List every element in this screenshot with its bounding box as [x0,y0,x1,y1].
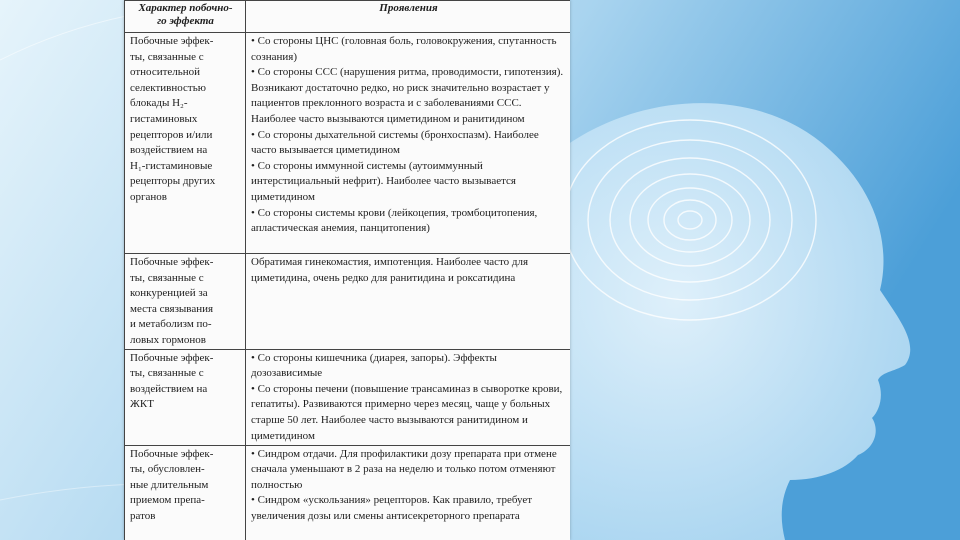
row-text: Обратимая гинекомастия, импотенция. Наиболее часто для циметидина, очень редко для ранитидина и роксатидина [251,256,529,284]
table-row [125,33,571,254]
list-item: • Со стороны ССС (нарушения ритма, проводимости, гипотензия). Возникают достаточно редко, но риск значительно возрастает у пациентов преклонного возраста и с заболеваниями ССС. Наиболее часто вызываются циметидином и ранитидином [251,65,566,127]
table-row [125,349,571,445]
table-row [125,254,571,350]
list-item: • Со стороны кишечника (диарея, запоры). Эффекты дозозависимые [251,351,566,382]
row-category: Побочные эффек- ты, связанные с воздействием на ЖКТ [125,349,246,445]
side-effects-table [124,0,570,540]
row-manifestations [246,445,571,540]
side-effects-table-sheet [124,0,570,540]
header-manifestations: Проявления [246,1,571,33]
list-item: • Со стороны иммунной системы (аутоиммунный интерстициальный нефрит). Наиболее часто вызывается циметидином [251,159,566,206]
row-category: Побочные эффек- ты, связанные с относительной селективностью блокады H₂- гистаминовых рецепторов и/или воздействием на H₁-гистаминовые рецепторы других органов [125,33,246,254]
table-row [125,445,571,540]
row-manifestations [246,349,571,445]
list-item: • Со стороны дыхательной системы (бронхоспазм). Наиболее часто вызывается циметидином [251,128,566,159]
header-effect-type: Характер побочно- го эффекта [125,1,246,33]
list-item: • Со стороны ЦНС (головная боль, головокружения, спутанность сознания) [251,34,566,65]
row-manifestations [246,254,571,350]
list-item: • Со стороны печени (повышение трансаминаз в сыворотке крови, гепатиты). Развиваются примерно через месяц, чаще у больных старше 50 лет. Наиболее часто вызываются ранитидином и циметидином [251,382,566,444]
row-category: Побочные эффек- ты, обусловлен- ные длительным приемом препа- ратов [125,445,246,540]
list-item: • Со стороны системы крови (лейкоцепия, тромбоцитопения, апластическая анемия, панцитопения) [251,206,566,237]
list-item: • Синдром отдачи. Для профилактики дозу препарата при отмене сначала уменьшают в 2 раза на неделю и только потом отменяют полностью [251,447,566,494]
table-header-row [125,1,571,33]
row-manifestations [246,33,571,254]
row-category: Побочные эффек- ты, связанные с конкуренцией за места связывания и метаболизм по- ловых гормонов [125,254,246,350]
list-item: • Синдром «ускользания» рецепторов. Как правило, требует увеличения дозы или смены антисекреторного препарата [251,493,566,524]
